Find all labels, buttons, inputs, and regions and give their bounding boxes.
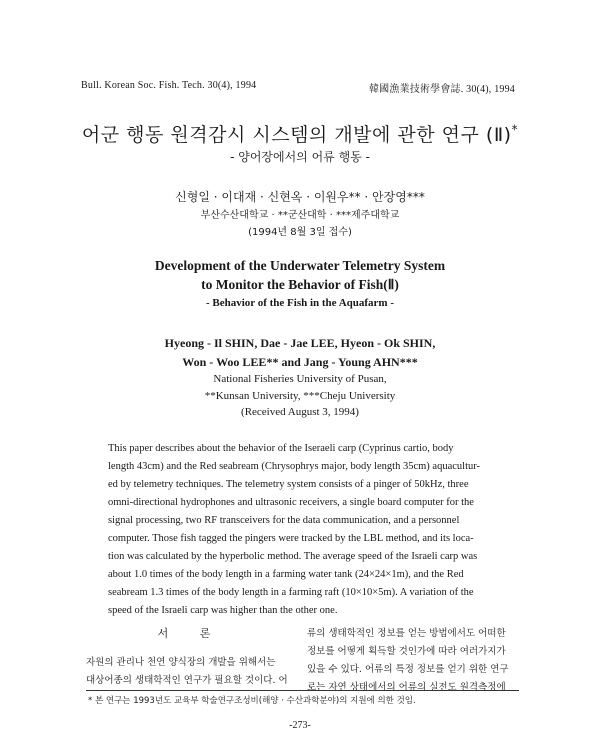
footnote-divider (86, 690, 519, 691)
page-number: -273- (289, 720, 311, 731)
korean-title-text: 어군 행동 원격감시 시스템의 개발에 관한 연구 (Ⅱ) (81, 124, 512, 146)
abstract-line: tion was calculated by the hyperbolic method. The average speed of the Israeli carp was (108, 551, 478, 562)
section-heading-introduction: 서 론 (157, 627, 225, 640)
korean-subtitle: - 양어장에서의 어류 행동 - (230, 150, 370, 164)
korean-title-footnote-mark: * (511, 122, 519, 137)
english-subtitle: - Behavior of the Fish in the Aquafarm - (205, 297, 395, 309)
journal-header-english: Bull. Korean Soc. Fish. Tech. 30(4), 1994 (81, 80, 257, 91)
introduction-left-column (86, 625, 296, 690)
korean-authors: 신형일 · 이대재 · 신현옥 · 이원우** · 안장영*** (175, 190, 425, 204)
english-authors-line2: Won - Woo LEE** and Jang - Young AHN*** (182, 355, 418, 369)
korean-affiliations: 부산수산대학교 · **군산대학 · ***제주대학교 (200, 210, 400, 221)
english-received-date: (Received August 3, 1994) (241, 406, 359, 418)
abstract (88, 440, 516, 620)
english-title-line1: Development of the Underwater Telemetry System (154, 258, 446, 273)
abstract-line: signal processing, two RF transceivers for the data communication, and a personnel (108, 515, 460, 526)
korean-received-date: (1994년 8월 3일 접수) (248, 227, 352, 238)
english-affiliation-line1: National Fisheries University of Pusan, (213, 373, 387, 385)
body-line: 자원의 관리나 천연 양식장의 개발을 위해서는 (86, 657, 276, 668)
body-line: 로는 자연 상태에서의 어류의 실전도 원격측정에 (307, 682, 506, 693)
abstract-line: speed of the Israeli carp was higher than the other one. (108, 605, 338, 616)
english-affiliation-line2: **Kunsan University, ***Cheju University (204, 390, 396, 402)
body-line: 대상어종의 생태학적인 연구가 필요할 것이다. 어 (86, 675, 288, 686)
abstract-line: seabream 1.3 times of the body length in a farming raft (10×10×5m). A variation of the (108, 587, 474, 598)
abstract-line: omni-directional hydrophones and ultrasonic receivers, a single board computer for the (108, 497, 474, 508)
abstract-line: about 1.0 times of the body length in a farming water tank (24×24×1m), and the Red (108, 569, 464, 580)
korean-title (0, 120, 600, 147)
introduction-right-column (307, 625, 519, 697)
english-authors-line1: Hyeong - Il SHIN, Dae - Jae LEE, Hyeon - Ok SHIN, (164, 336, 436, 350)
journal-header-korean: 韓國漁業技術學會誌. 30(4), 1994 (368, 84, 515, 95)
abstract-line: length 43cm) and the Red seabream (Chrysophrys major, body length 35cm) aquacultur- (108, 461, 481, 472)
footnote: * 본 연구는 1993년도 교육부 학술연구조성비(해양 · 수산과학분야)의 지원에 의한 것임. (88, 696, 416, 706)
abstract-line: computer. Those fish tagged the pingers were tracked by the LBL method, and its loca- (108, 533, 474, 544)
abstract-line: ed by telemetry techniques. The telemetry system consists of a pinger of 50kHz, three (108, 479, 469, 490)
english-title-line2: to Monitor the Behavior of Fish(Ⅱ) (201, 277, 399, 292)
body-line: 정보를 어떻게 획득할 것인가에 따라 여러가지가 (307, 646, 506, 657)
body-line: 류의 생태학적인 정보를 얻는 방법에서도 어떠한 (307, 628, 506, 639)
abstract-line: This paper describes about the behavior of the Iseraeli carp (Cyprinus cartio, body (108, 443, 454, 454)
body-line: 있을 수 있다. 어류의 특정 정보를 얻기 위한 연구 (307, 664, 509, 675)
